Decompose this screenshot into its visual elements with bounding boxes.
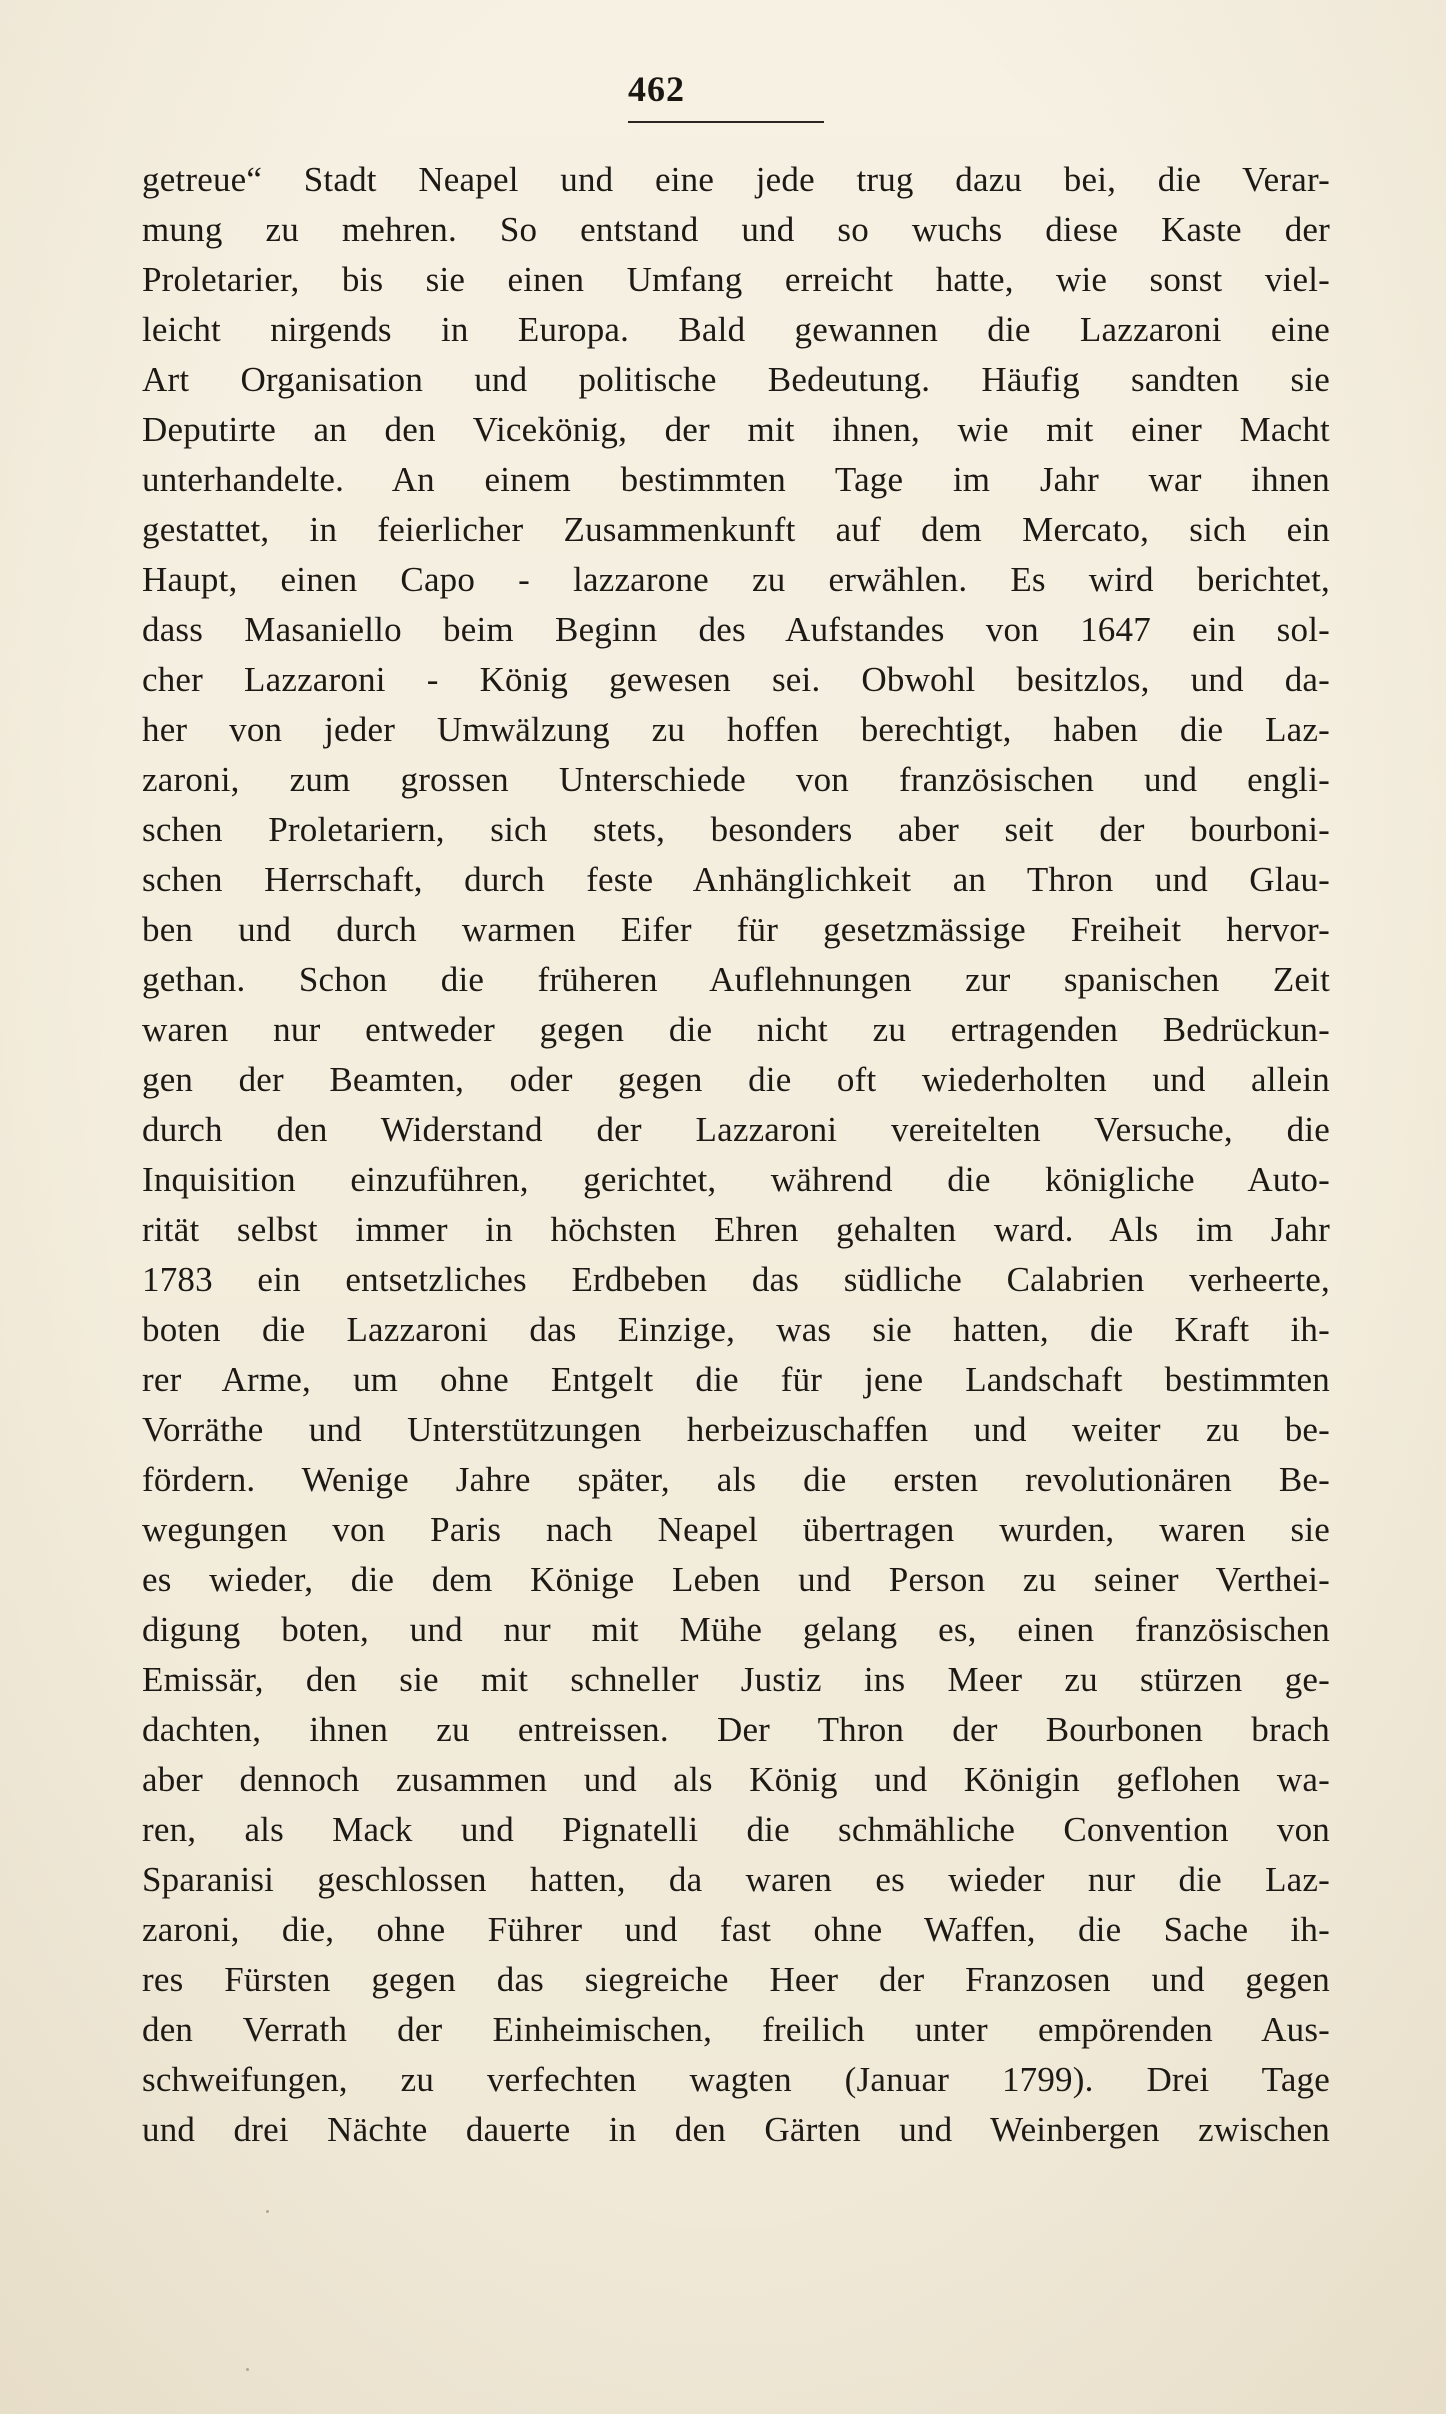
page-number: 462	[628, 69, 685, 109]
text-line: Haupt, einen Capo - lazzarone zu erwählen. Es wird berichtet,	[142, 560, 1330, 599]
text-line: rität selbst immer in höchsten Ehren gehalten ward. Als im Jahr	[142, 1210, 1330, 1249]
text-line: unterhandelte. An einem bestimmten Tage im Jahr war ihnen	[142, 460, 1330, 499]
text-line: res Fürsten gegen das siegreiche Heer der Franzosen und gegen	[142, 1960, 1330, 1999]
text-line: gestattet, in feierlicher Zusammenkunft auf dem Mercato, sich ein	[142, 510, 1330, 549]
paper-speck	[266, 2210, 269, 2213]
text-line: zaroni, die, ohne Führer und fast ohne Waffen, die Sache ih-	[142, 1910, 1330, 1949]
body-text	[142, 155, 1330, 2155]
text-line: aber dennoch zusammen und als König und Königin geflohen wa-	[142, 1760, 1330, 1799]
text-line: waren nur entweder gegen die nicht zu ertragenden Bedrückun-	[142, 1010, 1330, 1049]
text-line: dass Masaniello beim Beginn des Aufstandes von 1647 ein sol-	[142, 610, 1330, 649]
text-line: Deputirte an den Vicekönig, der mit ihnen, wie mit einer Macht	[142, 410, 1330, 449]
text-line: dachten, ihnen zu entreissen. Der Thron der Bourbonen brach	[142, 1710, 1330, 1749]
text-line: leicht nirgends in Europa. Bald gewannen die Lazzaroni eine	[142, 310, 1330, 349]
text-line: her von jeder Umwälzung zu hoffen berechtigt, haben die Laz-	[142, 710, 1330, 749]
text-line: rer Arme, um ohne Entgelt die für jene Landschaft bestimmten	[142, 1360, 1330, 1399]
text-line: Art Organisation und politische Bedeutung. Häufig sandten sie	[142, 360, 1330, 399]
text-line: mung zu mehren. So entstand und so wuchs diese Kaste der	[142, 210, 1330, 249]
text-line: ren, als Mack und Pignatelli die schmähliche Convention von	[142, 1810, 1330, 1849]
text-line: Emissär, den sie mit schneller Justiz ins Meer zu stürzen ge-	[142, 1660, 1330, 1699]
text-line: cher Lazzaroni - König gewesen sei. Obwohl besitzlos, und da-	[142, 660, 1330, 699]
text-line: gethan. Schon die früheren Auflehnungen zur spanischen Zeit	[142, 960, 1330, 999]
text-line: 1783 ein entsetzliches Erdbeben das südliche Calabrien verheerte,	[142, 1260, 1330, 1299]
text-line: durch den Widerstand der Lazzaroni vereitelten Versuche, die	[142, 1110, 1330, 1149]
text-line: wegungen von Paris nach Neapel übertragen wurden, waren sie	[142, 1510, 1330, 1549]
text-line: zaroni, zum grossen Unterschiede von französischen und engli-	[142, 760, 1330, 799]
text-line: ben und durch warmen Eifer für gesetzmässige Freiheit hervor-	[142, 910, 1330, 949]
text-line: gen der Beamten, oder gegen die oft wiederholten und allein	[142, 1060, 1330, 1099]
text-line: fördern. Wenige Jahre später, als die ersten revolutionären Be-	[142, 1460, 1330, 1499]
text-line: Proletarier, bis sie einen Umfang erreicht hatte, wie sonst viel-	[142, 260, 1330, 299]
text-line: schen Herrschaft, durch feste Anhänglichkeit an Thron und Glau-	[142, 860, 1330, 899]
text-line: boten die Lazzaroni das Einzige, was sie hatten, die Kraft ih-	[142, 1310, 1330, 1349]
text-line: den Verrath der Einheimischen, freilich unter empörenden Aus-	[142, 2010, 1330, 2049]
header-rule	[628, 121, 824, 123]
text-line: es wieder, die dem Könige Leben und Person zu seiner Verthei-	[142, 1560, 1330, 1599]
text-line: Sparanisi geschlossen hatten, da waren es wieder nur die Laz-	[142, 1860, 1330, 1899]
text-line: und drei Nächte dauerte in den Gärten und Weinbergen zwischen	[142, 2110, 1330, 2149]
text-line: Inquisition einzuführen, gerichtet, während die königliche Auto-	[142, 1160, 1330, 1199]
text-line: schen Proletariern, sich stets, besonders aber seit der bourboni-	[142, 810, 1330, 849]
paper-speck	[246, 2368, 249, 2371]
text-line: schweifungen, zu verfechten wagten (Januar 1799). Drei Tage	[142, 2060, 1330, 2099]
text-line: Vorräthe und Unterstützungen herbeizuschaffen und weiter zu be-	[142, 1410, 1330, 1449]
text-line: digung boten, und nur mit Mühe gelang es, einen französischen	[142, 1610, 1330, 1649]
text-line: getreue“ Stadt Neapel und eine jede trug dazu bei, die Verar-	[142, 160, 1330, 199]
